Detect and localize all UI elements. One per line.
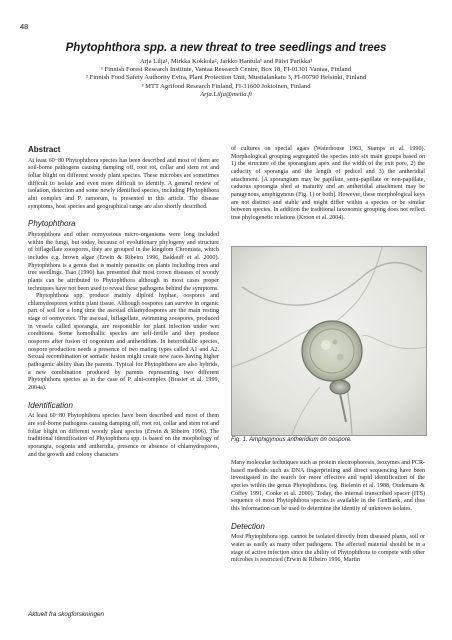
affiliation-3: ³ MTT Agrifood Research Finland, FI-31600 Jokioinen, Finland [141, 82, 311, 90]
molecular-paragraph: Many molecular techniques such as protein electrophoresis, isozymes and PCR-based methods such as DNA fingerprinting and direct sequencing have been investigated in the search for more effective and rapid identification of the species within the genus Phytophthora. (eg. Bielenin et al. 1988, Oudemans & Coffey 1991, Cooke et al. 2000). Today, the internal transcribed spacer (ITS) sequence of most Phytophthora species is available in the GenBank, and thus this information can be used to determine the identity of unknown isolates. [231, 460, 425, 512]
affiliation-1: ¹ Finnish Forest Research Institute, Vantaa Research Centre, Box 18, FI-01301 Vantaa, Finland [100, 66, 352, 74]
abstract-text: At least 60−80 Phytophthora species has been described and most of them are soil-borne pathogens causing damping off, root rot, collar and stem rot and foliar blight on different woody plant species. These microbes are sometimes difficult to isolate and even more difficult to identify. A general review of isolation, detection and some newly identified species, including Phytophthora alni complex and P. ramorum, is presented in this article. The disease symptoms, host species and geographical range are also shortly described. [28, 157, 219, 210]
abstract-heading: Abstract [28, 145, 61, 154]
journal-footer: Aktuelt fra skogforskningen [28, 611, 104, 618]
left-column [28, 146, 219, 459]
author-block [0, 58, 452, 99]
morphology-paragraph: of cultures on special agars (Waterhouse 1963, Stamps et al. 1990). Morphological grouping segregated the species into six main groups based on 1) the structure of the sporangium apex and the width of the exit pore, 2) the caducity of sporangia and the length of pedicel and 3) the antheridial attachment. [A sporangium may be papillate, semi-papillate or non-papillate, caduous sporangia shed at maturity and an antheridial attachment may be paragynous, amphigynous (Fig. 1) or both]. However, these morphological keys are not distinct and stable and might differ within a species or be similar between species. In addition the traditional taxonomic grouping does not reflect true phylogenetic relations (Kroon et al. 2004). [231, 146, 425, 221]
page-number: 48 [20, 22, 29, 31]
micrograph-oospore-image [232, 247, 426, 435]
phytophthora-paragraph-2: Phytophthora spp. produce mainly diploid hyphae, oospores and chlamydospores within plant tissue. Although oospores can survive in organic part of soil for a long time the asexual chlamydospores are the main resting stage of oomycetes. The asexual, biflagellate, swimming zoospores, produced in vessels called sporangia, are responsible for plant infection under wet conditions. Some homothallic species are self-fertile and they produce oospores after fusion of oogonium and antheridium. In heterothallic species, oospore production needs a presence of two mating types called A1 and A2. Sexual recombination or somatic fusion might create new races having higher pathogenic ability than the parents. Typical for Phytophthora are also hybrids, a new combination produced by parents representing two different Phytophthora species as in the case of P. alni-complex (Brasier et al. 1999, 2004a). [28, 293, 219, 392]
phytophthora-paragraph-1: Phytophthora and other oomycetous micro-organisms were long included within the fungi, but today, because of evolutionary phylogeny and structure of biflagellate zoospores, they are grouped in the kingdom Chromista, which includes e.g. brown algae (Erwin & Ribeiro 1996, Baldauff et al. 2000). Phytophthora is a genus that is mainly parasitic on plants including trees and tree seedlings. Tsao (1990) has presented that most crown diseases of woody plants can be attributed to Phytophthora although in most cases proper techniques have not been used to reveal these pathogens behind the symptoms. [28, 231, 219, 292]
figure-1-micrograph [231, 246, 427, 436]
article-title: Phytophthora spp. a new threat to tree seedlings and trees [65, 42, 387, 54]
figure-caption: Fig. 1. Amphigynous antheridium on oospore. [231, 437, 352, 443]
identification-paragraph: At least 60−80 Phytophthora species have been described and most of them are soil-borne pathogens causing damping off, root rot, collar and stem rot and foliar blight on different woody plant species (Erwin & Ribeiro 1996). The traditional identification of Phytophthora spp. is based on the morphology of sporangia, oogonia and antheridia, presence or absence of chlamydospores, and the growth and colony characters [28, 413, 219, 458]
author-email: Arja.Lilja@metla.fi [200, 90, 252, 98]
detection-paragraph: Most Phytophthora spp. cannot be isolated directly from diseased plants, soil or water as easily as many other pathogens. The affected material should be in a stage of active infection since the ability of Phytophthora to compete with other microbes is restricted (Erwin & Ribeiro 1996, Martin [231, 534, 425, 564]
affiliation-2: ² Finnish Food Safety Authority Evira, Plant Protection Unit, Mustialankatu 3, FI-00790 Helsinki, Finland [85, 74, 367, 82]
right-column-bottom [231, 460, 425, 565]
detection-heading: Detection [231, 521, 265, 531]
phytophthora-heading: Phytophthora [28, 219, 76, 229]
authors-line: Arja Lilja¹, Mirkka Kokkola², Jarkko Hantula¹ and Päivi Parikka³ [139, 58, 313, 65]
right-column-top [231, 146, 425, 223]
identification-heading: Identification [28, 400, 73, 410]
